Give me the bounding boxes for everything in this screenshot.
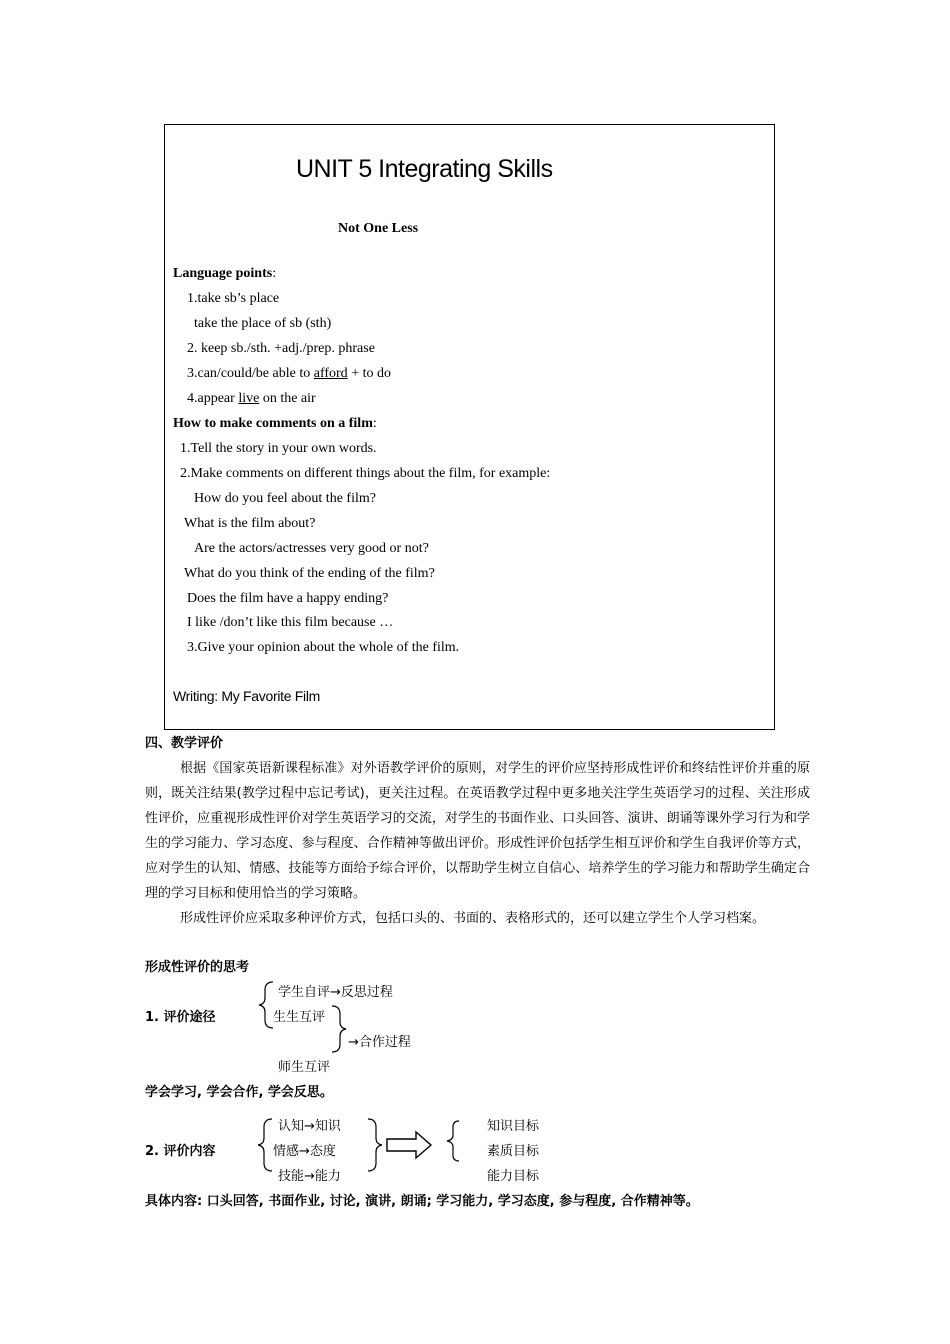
path-coop: →合作过程 — [348, 1035, 411, 1050]
content-c: 技能→能力 — [278, 1169, 341, 1184]
question-1: How do you feel about the film? — [194, 491, 376, 506]
reflection-heading: 形成性评价的思考 — [145, 960, 250, 975]
lp-4-underlined: live — [238, 391, 260, 406]
comments-heading: How to make comments on a film — [173, 416, 373, 431]
path-self: 学生自评→反思过程 — [278, 985, 393, 1000]
block-arrow-icon — [386, 1131, 432, 1159]
lp-3 — [187, 364, 391, 384]
lp-3-underlined: afford — [313, 366, 348, 381]
right-brace-icon — [364, 1117, 386, 1173]
content-b: 情感→态度 — [273, 1144, 336, 1159]
comments-line — [173, 414, 377, 434]
detail-line: 具体内容: 口头回答, 书面作业, 讨论, 演讲, 朗诵; 学习能力, 学习态度, 参与程度, 合作精神等。 — [145, 1194, 699, 1209]
lesson-subtitle: Not One Less — [338, 221, 419, 236]
evaluation-paragraph-1: 根据《国家英语新课程标准》对外语教学评价的原则，对学生的评价应坚持形成性评价和终结性评价并重的原则，既关注结果(教学过程中忘记考试)，更关注过程。在英语教学过程中更多地关注学生英语学习的过程、关注形成性评价，应重视形成性评价对学生英语学习的交流，对学生的书面作业、口头回答、演讲、朗诵等课外学习行为和学生的学习能力、学习态度、参与程度、合作精神等做出评价。形成性评价包括学生相互评价和学生自我评价等方式，应对学生的认知、情感、技能等方面给予综合评价，以帮助学生树立自信心、培养学生的学习能力和帮助学生确定合理的学习目标和使用恰当的学习策略。 — [145, 761, 810, 901]
content-label: 2. 评价内容 — [145, 1144, 216, 1159]
goal-b: 素质目标 — [487, 1144, 540, 1159]
comment-2: 2.Make comments on different things about the film, for example: — [180, 466, 551, 481]
lp-1b: take the place of sb (sth) — [194, 316, 332, 331]
lp-2: 2. keep sb./sth. +adj./prep. phrase — [187, 341, 375, 356]
question-6: I like /don’t like this film because … — [187, 615, 394, 630]
comment-1: 1.Tell the story in your own words. — [180, 441, 377, 456]
writing-task: Writing: My Favorite Film — [173, 688, 321, 704]
lp-3-post: + to do — [347, 366, 391, 381]
comment-3: 3.Give your opinion about the whole of the film. — [187, 640, 460, 655]
path-label: 1. 评价途径 — [145, 1010, 216, 1025]
lp-4-pre: 4.appear — [187, 391, 239, 406]
path-teacher: 师生互评 — [278, 1060, 331, 1075]
question-5: Does the film have a happy ending? — [187, 591, 389, 606]
language-points-heading: Language points — [173, 266, 273, 281]
content-a: 认知→知识 — [278, 1119, 341, 1134]
lp-4-post: on the air — [259, 391, 316, 406]
question-3: Are the actors/actresses very good or not? — [194, 541, 429, 556]
lp-1: 1.take sb’s place — [187, 291, 280, 306]
language-points-line — [173, 264, 276, 284]
learn-line: 学会学习, 学会合作, 学会反思。 — [145, 1085, 333, 1100]
section-heading: 四、教学评价 — [145, 736, 224, 751]
heading-colon: : — [272, 266, 277, 281]
lp-3-pre: 3.can/could/be able to — [187, 366, 314, 381]
question-2: What is the film about? — [184, 516, 316, 531]
question-4: What do you think of the ending of the film? — [184, 566, 435, 581]
right-brace-icon — [328, 1004, 350, 1054]
left-brace-icon — [444, 1119, 464, 1163]
lp-4 — [187, 389, 316, 409]
goal-a: 知识目标 — [487, 1119, 540, 1134]
goal-c: 能力目标 — [487, 1169, 540, 1184]
heading-colon: : — [372, 416, 377, 431]
unit-title: UNIT 5 Integrating Skills — [296, 155, 553, 183]
path-peer: 生生互评 — [273, 1010, 326, 1025]
evaluation-paragraph-2: 形成性评价应采取多种评价方式，包括口头的、书面的、表格形式的，还可以建立学生个人学习档案。 — [180, 911, 766, 926]
